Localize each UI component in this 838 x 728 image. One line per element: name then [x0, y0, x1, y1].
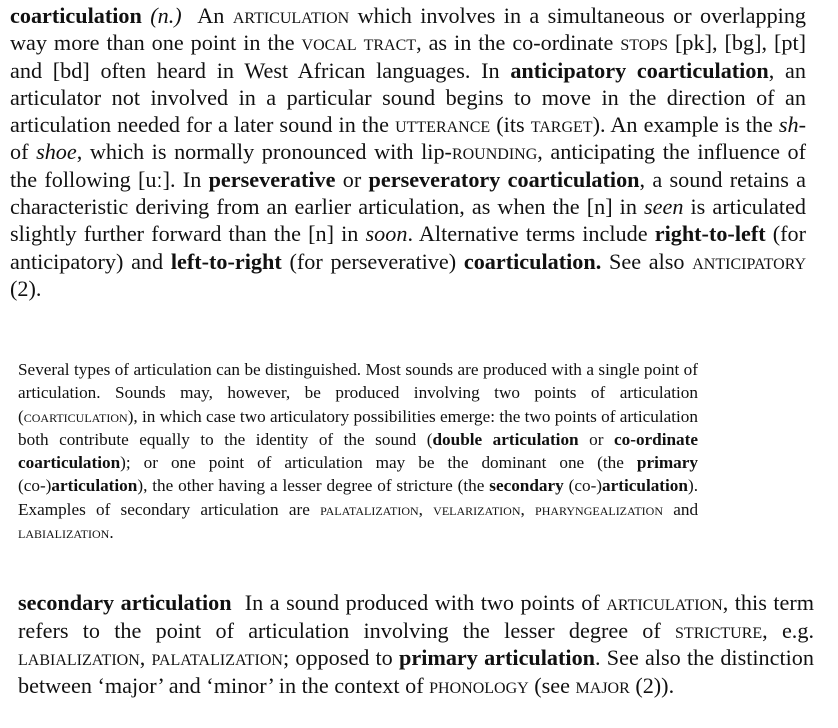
- term-primary-articulation: primary articulation: [399, 645, 596, 670]
- text: ), in which case two articulatory possibilities emerge: the two points of articulation both contribute equally to the identity of the sound (: [18, 406, 698, 449]
- headword: coarticulation: [10, 3, 142, 28]
- text: [pk], [bg], [pt] and [bd] often heard in West African languages. In: [10, 30, 807, 83]
- text: , which is normally pronounced with lip-: [76, 139, 452, 165]
- text: , this term refers to the point of articulation involving the lesser degree of: [18, 590, 815, 643]
- text: (co-): [18, 476, 52, 496]
- entry-secondary-articulation: [18, 589, 814, 699]
- text: , as in the co-ordinate: [416, 30, 614, 56]
- text: , an articulator not involved in a particular sound begins to move in the direction of an articulation needed for a later sound in the: [10, 57, 806, 138]
- usage-note: [18, 358, 698, 544]
- text: (its: [496, 112, 525, 138]
- cross-ref-vocal-tract[interactable]: vocal tract: [301, 30, 417, 56]
- text: See also: [609, 248, 685, 274]
- text: , a sound retains a characteristic deriving from an earlier articulation, as when the [n] in: [10, 166, 807, 220]
- text: An: [197, 3, 225, 28]
- text: (2).: [10, 275, 42, 301]
- term-left-to-right: left-to-right: [170, 248, 282, 274]
- text: ,: [139, 645, 146, 670]
- term-right-to-left: right-to-left: [654, 221, 766, 247]
- cross-ref-labialization[interactable]: labialization.: [18, 523, 114, 543]
- cross-ref-stops[interactable]: stops: [620, 30, 669, 56]
- text: is articulated slightly further forward than the [n] in: [10, 194, 807, 247]
- part-of-speech: (n.): [150, 3, 182, 28]
- text: which involves in a simultaneous or overlapping way more than one point in the: [10, 3, 807, 56]
- cross-ref-coarticulation[interactable]: coarticulation: [23, 406, 128, 426]
- text: ; opposed to: [282, 645, 393, 670]
- term-double-articulation: double articulation: [432, 429, 579, 449]
- cross-ref-phonology[interactable]: phonology: [429, 672, 529, 698]
- text: (for perseverative): [289, 248, 457, 274]
- text: ), the other having a lesser degree of stricture (the: [137, 476, 485, 496]
- cross-ref-labialization[interactable]: labialization: [18, 645, 140, 670]
- example-shoe: shoe: [36, 139, 77, 165]
- cross-ref-anticipatory[interactable]: anticipatory: [692, 248, 807, 274]
- text: or: [589, 429, 604, 449]
- text: ). Examples of secondary articulation are: [18, 476, 698, 519]
- term-coordinate-coarticulation: co-ordinate coarticulation: [18, 429, 699, 473]
- term-perseveratory-coarticulation: perseveratory coarticulation: [368, 166, 640, 192]
- text: (co-): [568, 476, 603, 496]
- text: ); or one point of articulation may be the dominant one (the: [120, 453, 624, 473]
- term-perseverative: perseverative: [208, 166, 336, 192]
- term-primary-articulation: articulation: [51, 476, 138, 496]
- example-seen: seen: [644, 194, 684, 220]
- cross-ref-stricture[interactable]: stricture: [675, 617, 763, 643]
- term-secondary: secondary: [489, 476, 564, 496]
- cross-ref-target[interactable]: target: [530, 112, 593, 138]
- text: , e.g.: [762, 617, 814, 643]
- text: . See also the distinction between ‘major’ and ‘minor’ in the context of: [18, 645, 814, 698]
- text: In a sound produced with two points of: [244, 590, 600, 615]
- cross-ref-articulation[interactable]: articulation: [606, 590, 723, 615]
- cross-ref-pharyngealization[interactable]: pharyngealization: [535, 499, 664, 519]
- text: ). An example is the: [592, 112, 773, 138]
- cross-ref-rounding[interactable]: rounding: [451, 139, 538, 165]
- cross-ref-palatalization[interactable]: palatalization,: [320, 499, 423, 519]
- entry-coarticulation: [10, 2, 806, 302]
- text: (see: [534, 672, 570, 698]
- example-sh: sh-: [778, 112, 807, 138]
- term-primary: primary: [636, 453, 698, 473]
- cross-ref-utterance[interactable]: utterance: [395, 112, 491, 138]
- text: of: [10, 139, 29, 165]
- text: (2)).: [635, 672, 675, 698]
- text: , anticipating the influence of the following [uː]. In: [10, 139, 807, 192]
- cross-ref-major[interactable]: major: [575, 672, 630, 698]
- cross-ref-velarization[interactable]: velarization,: [433, 499, 525, 519]
- text: (for anticipatory) and: [10, 221, 807, 274]
- term-secondary-articulation: articulation: [602, 476, 688, 496]
- headword: secondary articulation: [18, 590, 232, 615]
- cross-ref-articulation[interactable]: articulation: [232, 3, 350, 28]
- text: . Alternative terms include: [407, 221, 648, 247]
- text: or: [342, 166, 362, 192]
- term-anticipatory-coarticulation: anticipatory coarticulation: [510, 57, 769, 83]
- text: Several types of articulation can be distinguished. Most sounds are produced with a single point of articulation. Sounds may, however, be produced involving two points of articulation (: [18, 360, 698, 426]
- term-coarticulation: coarticulation.: [463, 248, 602, 274]
- cross-ref-palatalization[interactable]: palatalization: [151, 645, 283, 670]
- text: and: [673, 499, 699, 519]
- example-soon: soon: [365, 221, 408, 247]
